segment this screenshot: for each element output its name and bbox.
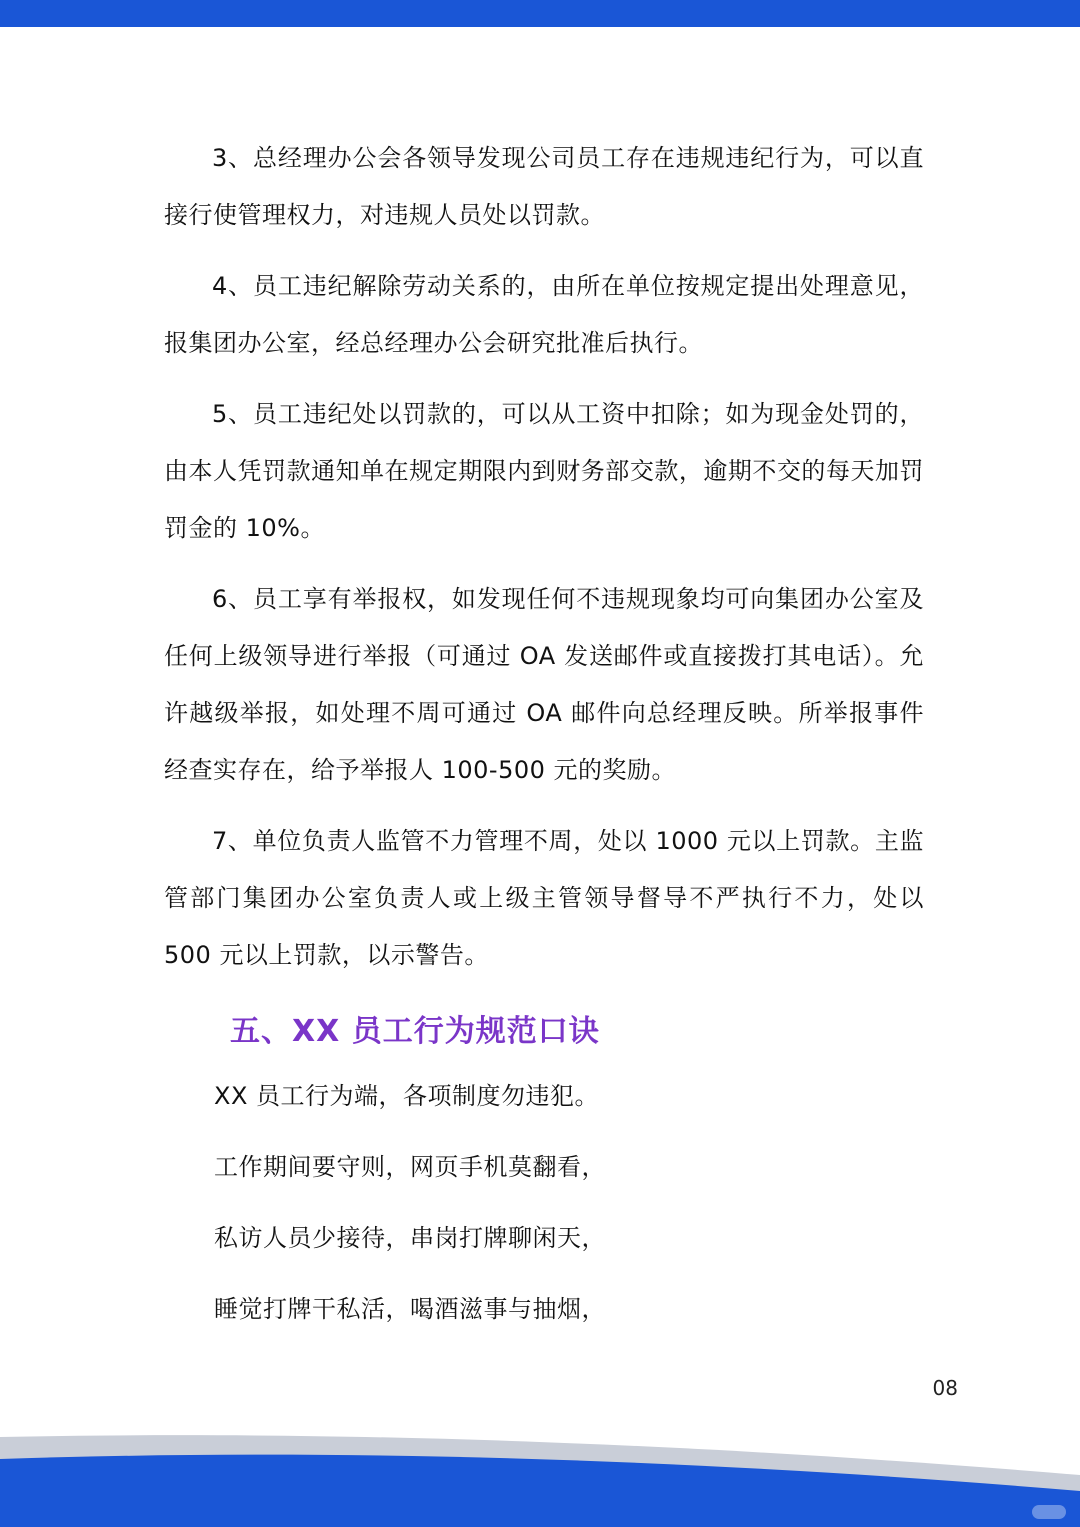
paragraph-6: 6、员工享有举报权，如发现任何不违规现象均可向集团办公室及任何上级领导进行举报（可通过 OA 发送邮件或直接拨打其电话）。允许越级举报，如处理不周可通过 OA 邮件向总经理反映。所举报事件经查实存在，给予举报人 100-500 元的奖励。: [164, 585, 924, 784]
paragraph-5: 5、员工违纪处以罚款的，可以从工资中扣除；如为现金处罚的，由本人凭罚款通知单在规定期限内到财务部交款，逾期不交的每天加罚罚金的 10%。: [164, 400, 924, 542]
page-number: 08: [932, 1376, 958, 1400]
paragraph-7: 7、单位负责人监管不力管理不周，处以 1000 元以上罚款。主监管部门集团办公室负责人或上级主管领导督导不严执行不力，处以 500 元以上罚款，以示警告。: [164, 827, 924, 969]
paragraph-3: 3、总经理办公会各领导发现公司员工存在违规违纪行为，可以直接行使管理权力，对违规人员处以罚款。: [164, 144, 924, 229]
verse-line-2: 工作期间要守则，网页手机莫翻看，: [214, 1153, 606, 1181]
watermark-badge: [1032, 1505, 1066, 1519]
verse-line-4: 睡觉打牌干私活，喝酒滋事与抽烟，: [214, 1295, 606, 1323]
top-header-bar: [0, 0, 1080, 27]
section-title: 五、XX 员工行为规范口诀: [230, 1014, 600, 1049]
document-body: [164, 130, 924, 1362]
verse-line-1: XX 员工行为端，各项制度勿违犯。: [214, 1082, 600, 1110]
paragraph-4: 4、员工违纪解除劳动关系的，由所在单位按规定提出处理意见，报集团办公室，经总经理办公会研究批准后执行。: [164, 272, 924, 357]
verse-line-3: 私访人员少接待，串岗打牌聊闲天，: [214, 1224, 606, 1252]
footer-wave-decoration: [0, 1427, 1080, 1527]
